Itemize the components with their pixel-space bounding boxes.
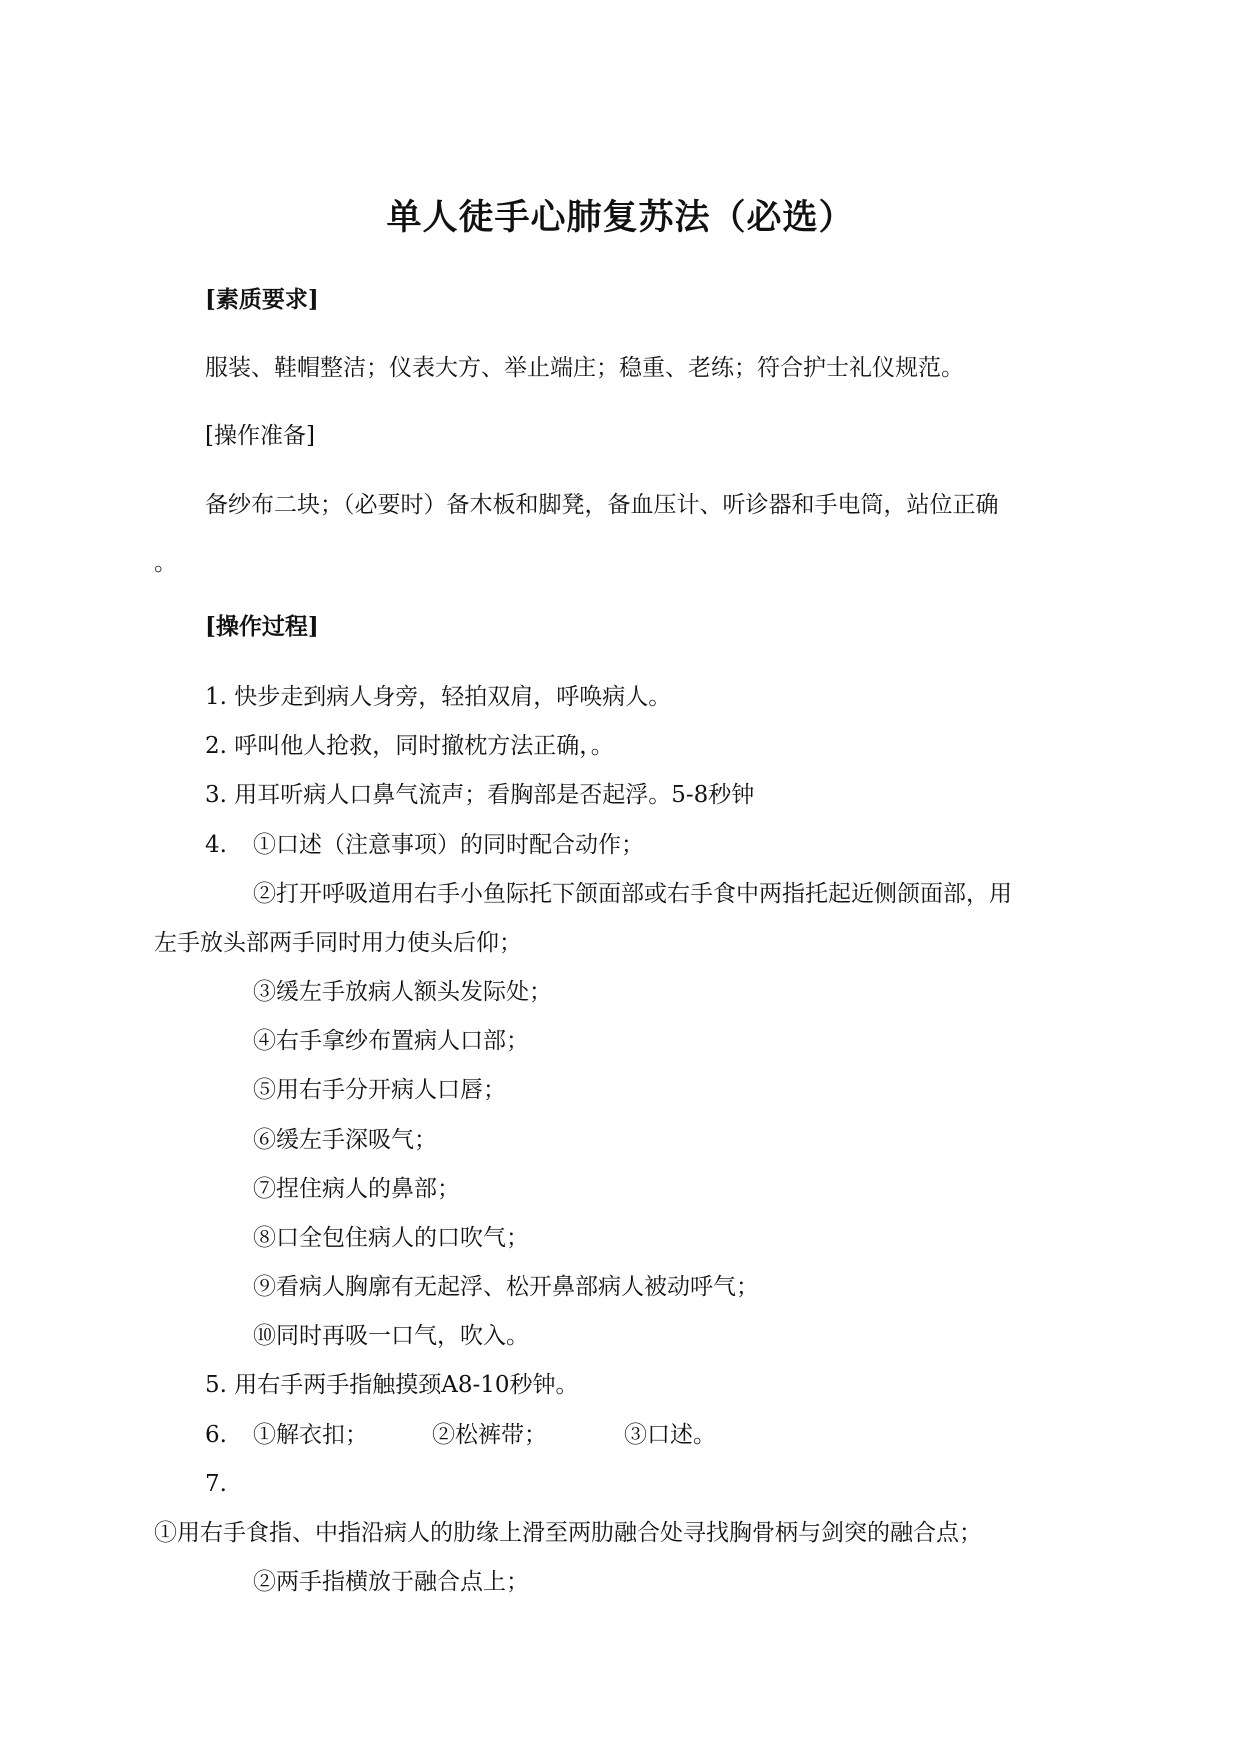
step-7-number: 7. [205, 1471, 227, 1497]
process-heading: [操作过程] [205, 613, 319, 640]
prep-text-line1: 备纱布二块；（必要时）备木板和脚凳，备血压计、听诊器和手电筒，站位正确 [205, 492, 999, 518]
step-4-item-1: ①口述（注意事项）的同时配合动作； [253, 832, 644, 858]
step-4-item-10: ⑩同时再吸一口气，吹入。 [253, 1323, 529, 1349]
step-6-item-1: ①解衣扣； [253, 1422, 368, 1448]
step-4-item-9: ⑨看病人胸廓有无起浮、松开鼻部病人被动呼气； [253, 1274, 759, 1300]
step-4-item-8: ⑧口全包住病人的口吹气； [253, 1225, 529, 1251]
step-5: 5. 用右手两手指触摸颈A8-10秒钟。 [205, 1372, 579, 1398]
step-4-item-4: ④右手拿纱布置病人口部； [253, 1028, 529, 1054]
page-title: 单人徒手心肺复苏法（必选） [386, 197, 855, 238]
prep-text-line2: 。 [154, 550, 177, 576]
step-6-number: 6. [205, 1422, 227, 1448]
quality-text: 服装、鞋帽整洁；仪表大方、举止端庄；稳重、老练；符合护士礼仪规范。 [205, 355, 964, 381]
step-3: 3. 用耳听病人口鼻气流声；看胸部是否起浮。5-8秒钟 [205, 782, 755, 808]
step-2: 2. 呼叫他人抢救，同时撤枕方法正确，。 [205, 733, 614, 759]
prep-heading: [操作准备] [205, 423, 315, 449]
step-4-item-3: ③缓左手放病人额头发际处； [253, 979, 552, 1005]
quality-heading: [素质要求] [205, 286, 319, 313]
step-4-item-5: ⑤用右手分开病人口唇； [253, 1077, 506, 1103]
step-6-item-2: ②松裤带； [432, 1422, 547, 1448]
step-4-item-6: ⑥缓左手深吸气； [253, 1127, 437, 1153]
step-4-item-7: ⑦捏住病人的鼻部； [253, 1176, 460, 1202]
step-1: 1. 快步走到病人身旁，轻拍双肩，呼唤病人。 [205, 684, 672, 710]
step-7-item-2: ②两手指横放于融合点上； [253, 1569, 529, 1595]
step-7-item-1: ①用右手食指、中指沿病人的肋缘上滑至两肋融合处寻找胸骨柄与剑突的融合点； [154, 1520, 982, 1546]
step-4-number: 4. [205, 832, 227, 858]
step-6-item-3: ③口述。 [624, 1422, 716, 1448]
step-4-item-2: ②打开呼吸道用右手小鱼际托下颌面部或右手食中两指托起近侧颌面部，用 [253, 881, 1012, 907]
step-4-item-2-cont: 左手放头部两手同时用力使头后仰； [154, 930, 522, 956]
